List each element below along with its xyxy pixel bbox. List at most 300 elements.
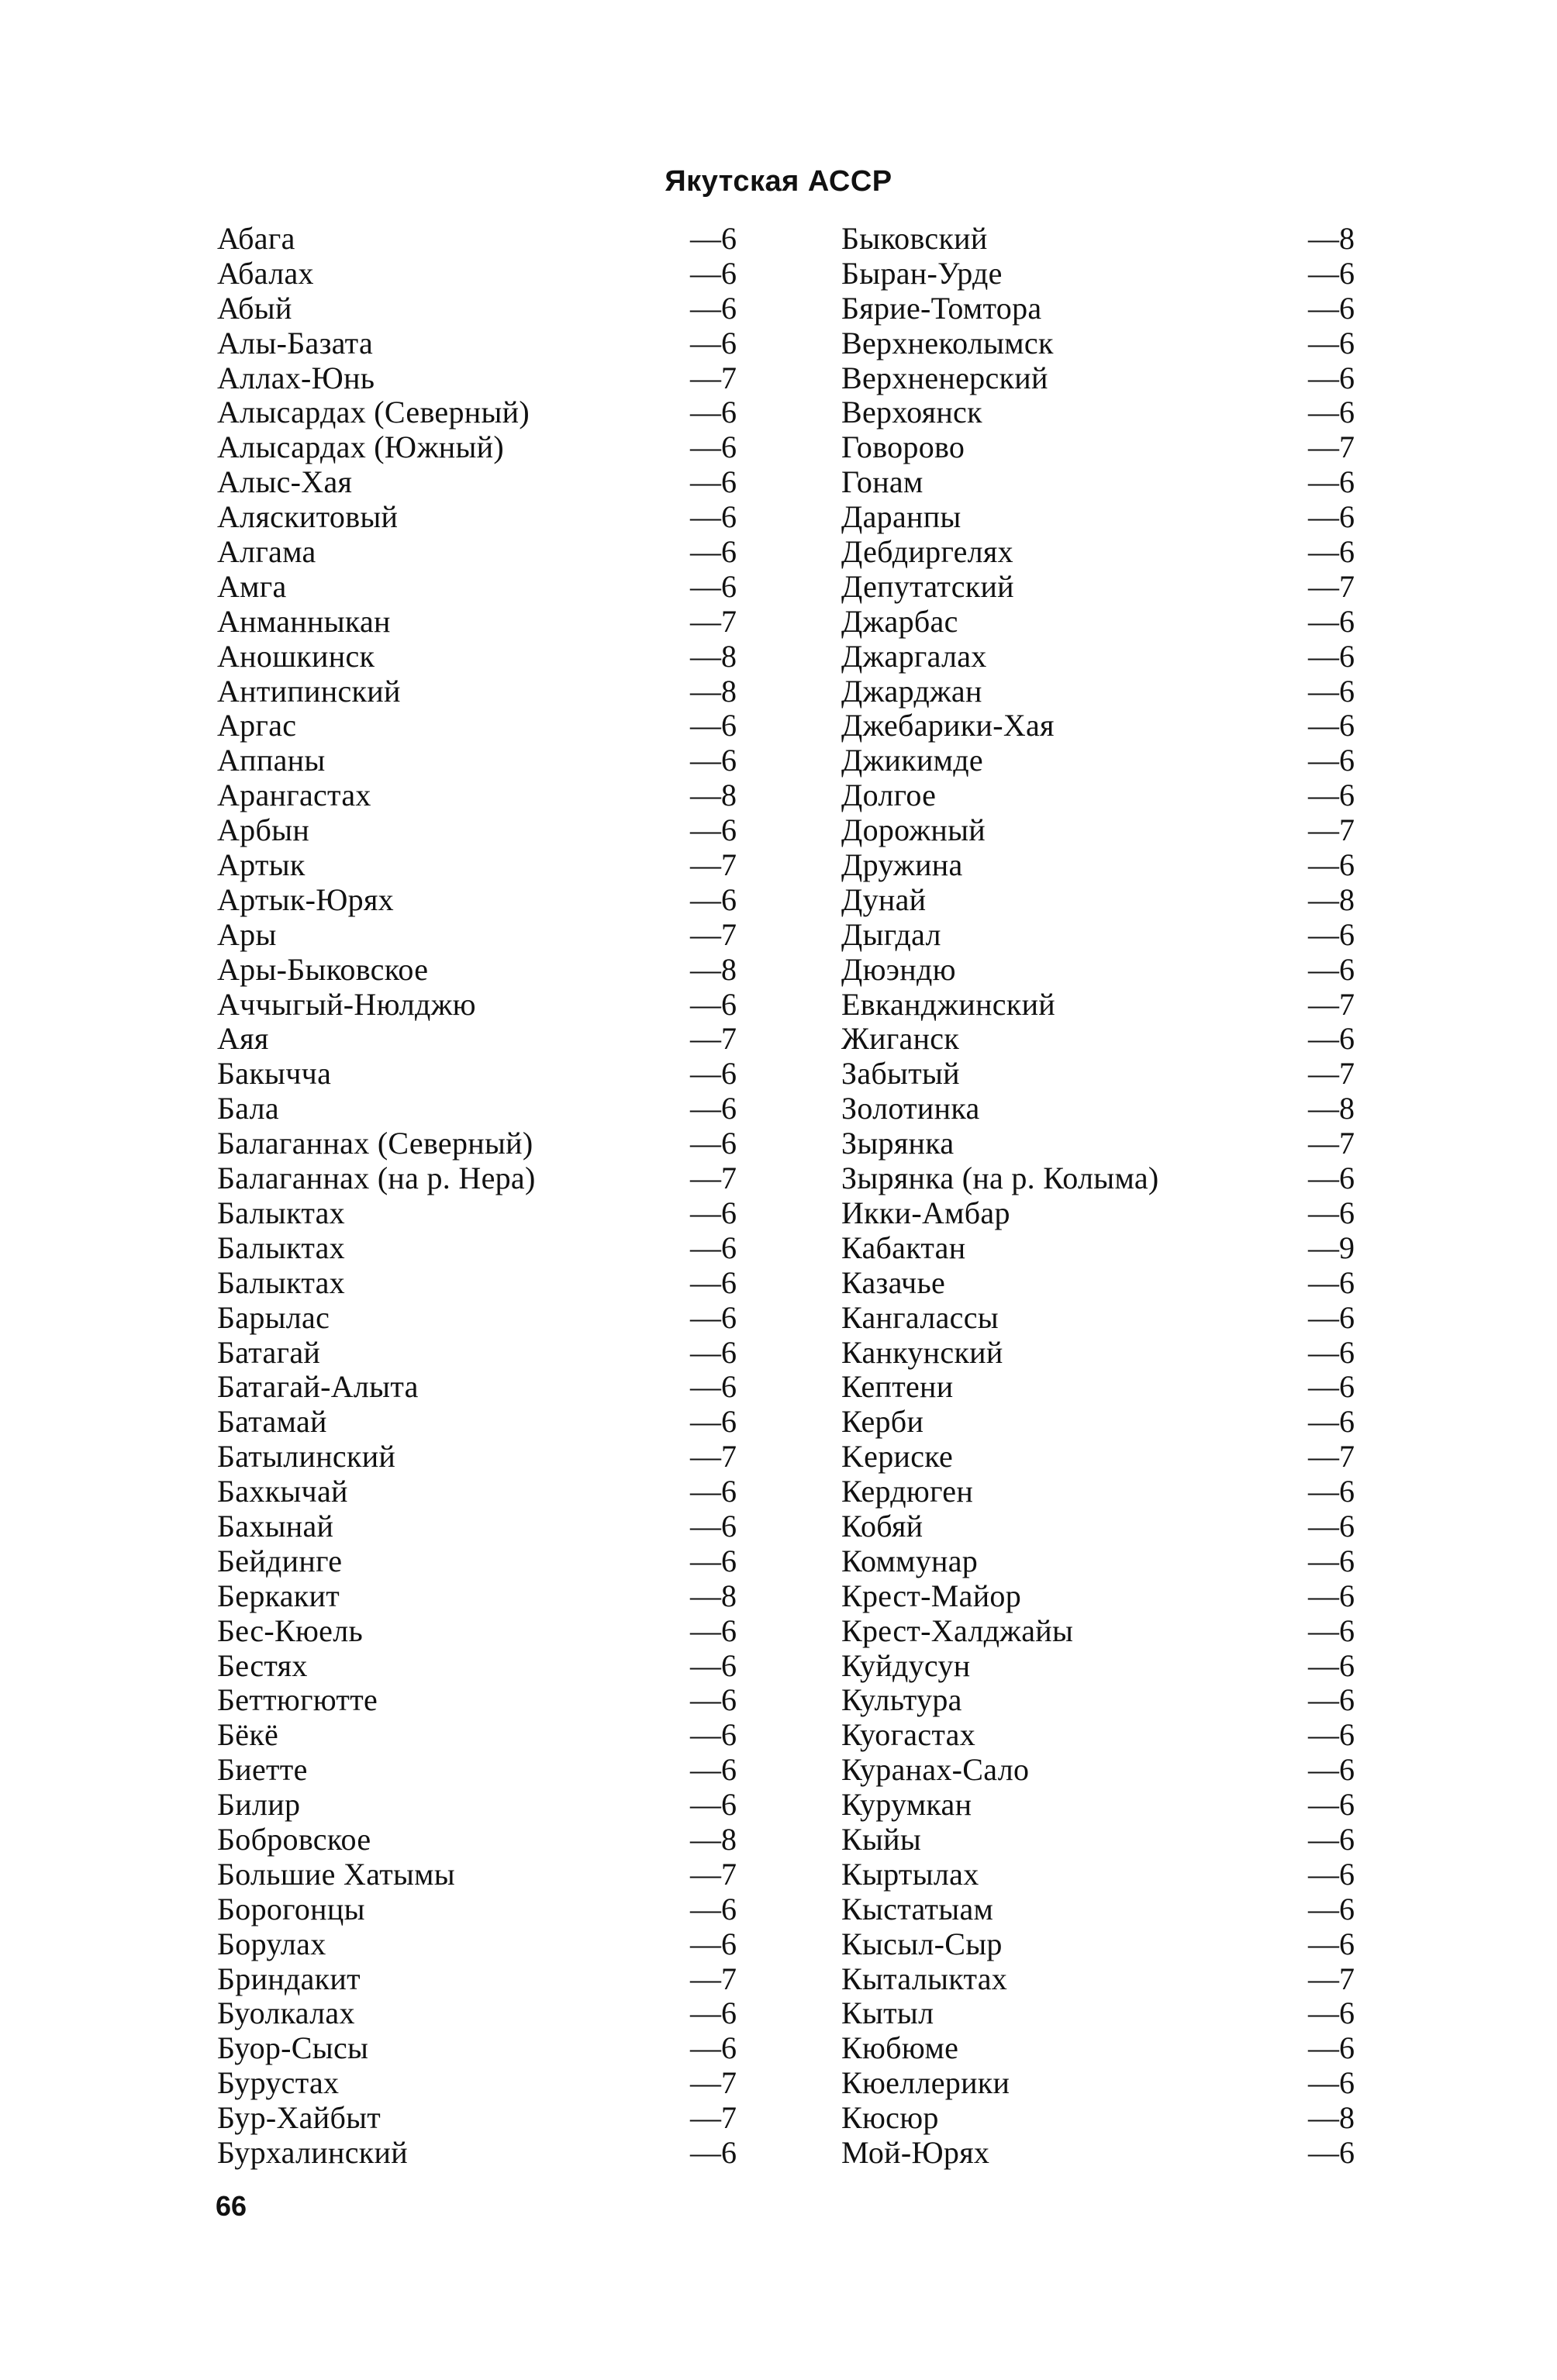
time-zone-value: —7 <box>690 360 737 395</box>
place-name: Бейдинге <box>217 1543 343 1578</box>
list-item <box>841 1196 1362 1231</box>
place-name: Коммунар <box>841 1543 979 1578</box>
page-number: 66 <box>216 2190 247 2222</box>
place-name: Кытыл <box>841 1995 934 2031</box>
place-name: Верхоянск <box>841 395 982 430</box>
list-item <box>217 326 744 361</box>
list-item <box>217 430 744 465</box>
list-item <box>841 709 1362 743</box>
list-item <box>841 1336 1362 1371</box>
time-zone-value: —6 <box>1308 1161 1355 1196</box>
time-zone-value: —6 <box>1308 290 1355 326</box>
place-name: Даранпы <box>841 499 961 535</box>
place-name: Алгама <box>217 534 316 570</box>
list-item <box>841 1126 1362 1161</box>
place-name: Батагай <box>217 1334 321 1370</box>
left-column-list <box>217 222 744 2171</box>
place-name: Депутатский <box>841 568 1014 604</box>
list-item <box>217 1649 744 1684</box>
list-item <box>217 1857 744 1892</box>
list-item <box>841 1962 1362 1997</box>
list-item <box>217 1057 744 1092</box>
list-item <box>841 1057 1362 1092</box>
time-zone-value: —8 <box>1308 881 1355 917</box>
time-zone-value: —6 <box>690 1613 737 1648</box>
time-zone-value: —6 <box>690 1404 737 1440</box>
place-name: Дюэндю <box>841 951 956 987</box>
list-item <box>841 813 1362 848</box>
list-item <box>217 709 744 743</box>
list-item <box>217 257 744 291</box>
list-item <box>841 1649 1362 1684</box>
list-item <box>217 988 744 1023</box>
list-item <box>217 1683 744 1718</box>
time-zone-value: —6 <box>1308 499 1355 535</box>
place-name: Ары <box>217 916 277 952</box>
place-name: Бриндакит <box>217 1961 361 1996</box>
place-name: Аччыгый-Нюлджю <box>217 986 476 1022</box>
time-zone-value: —6 <box>690 708 737 743</box>
time-zone-value: —6 <box>690 1230 737 1265</box>
place-name: Кыстатыам <box>841 1891 994 1926</box>
time-zone-value: —6 <box>690 1891 737 1926</box>
time-zone-value: —6 <box>690 1474 737 1509</box>
place-name: Кюбюме <box>841 2030 959 2066</box>
place-name: Буолкалах <box>217 1995 355 2031</box>
time-zone-value: —6 <box>1308 1299 1355 1335</box>
list-item <box>841 988 1362 1023</box>
list-item <box>217 2066 744 2101</box>
place-name: Антипинский <box>217 673 401 709</box>
time-zone-value: —6 <box>1308 1369 1355 1405</box>
time-zone-value: —6 <box>1308 1926 1355 1961</box>
list-item <box>217 953 744 988</box>
place-name: Джарджан <box>841 673 982 709</box>
list-item <box>217 500 744 535</box>
place-name: Кысыл-Сыр <box>841 1926 1003 1961</box>
list-item <box>841 2066 1362 2101</box>
place-name: Забытый <box>841 1056 960 1092</box>
place-name: Аношкинск <box>217 638 375 674</box>
list-item <box>217 1196 744 1231</box>
place-name: Куранах-Сало <box>841 1752 1030 1788</box>
time-zone-value: —6 <box>690 2030 737 2066</box>
place-name: Кюсюр <box>841 2100 939 2136</box>
time-zone-value: —6 <box>690 255 737 291</box>
place-name: Куогастах <box>841 1717 976 1753</box>
list-item <box>217 883 744 918</box>
time-zone-value: —6 <box>1308 464 1355 500</box>
list-item <box>217 1718 744 1753</box>
time-zone-value: —6 <box>1308 1578 1355 1613</box>
place-name: Зырянка <box>841 1126 955 1161</box>
list-item <box>217 2101 744 2136</box>
list-item <box>841 1857 1362 1892</box>
time-zone-value: —8 <box>690 951 737 987</box>
list-item <box>217 1962 744 1997</box>
place-name: Беркакит <box>217 1578 340 1613</box>
list-item <box>841 1544 1362 1579</box>
place-name: Барылас <box>217 1299 330 1335</box>
time-zone-value: —6 <box>690 221 737 256</box>
time-zone-value: —6 <box>1308 603 1355 639</box>
time-zone-value: —7 <box>1308 568 1355 604</box>
place-name: Долгое <box>841 778 937 813</box>
time-zone-value: —6 <box>690 1091 737 1126</box>
place-name: Беттюгютте <box>217 1682 378 1718</box>
place-name: Мой-Юрях <box>841 2134 990 2170</box>
page-title: Якутская АССР <box>665 165 892 198</box>
list-item <box>841 1161 1362 1196</box>
place-name: Кыталыктах <box>841 1961 1008 1996</box>
list-item <box>217 1823 744 1857</box>
place-name: Кангалассы <box>841 1299 999 1335</box>
list-item <box>841 1405 1362 1440</box>
place-name: Бахкычай <box>217 1474 348 1509</box>
list-item <box>841 1892 1362 1927</box>
list-item <box>841 1231 1362 1266</box>
list-item <box>841 743 1362 778</box>
time-zone-value: —7 <box>690 1439 737 1475</box>
list-item <box>217 1544 744 1579</box>
time-zone-value: —6 <box>690 1334 737 1370</box>
place-name: Куйдусун <box>841 1647 971 1683</box>
place-name: Курумкан <box>841 1787 972 1823</box>
list-item <box>841 2101 1362 2136</box>
time-zone-value: —6 <box>1308 638 1355 674</box>
place-name: Балыктах <box>217 1264 345 1300</box>
time-zone-value: —6 <box>690 1508 737 1544</box>
place-name: Гонам <box>841 464 923 500</box>
list-item <box>217 1440 744 1475</box>
time-zone-value: —6 <box>1308 1264 1355 1300</box>
time-zone-value: —7 <box>690 2065 737 2101</box>
list-item <box>217 848 744 883</box>
list-item <box>841 953 1362 988</box>
list-item <box>841 1996 1362 2031</box>
place-name: Батагай-Алыта <box>217 1369 419 1405</box>
place-name: Ары-Быковское <box>217 951 429 987</box>
place-name: Борулах <box>217 1926 326 1961</box>
list-item <box>217 1405 744 1440</box>
place-name: Джаргалах <box>841 638 987 674</box>
time-zone-value: —6 <box>690 325 737 360</box>
list-item <box>841 1579 1362 1614</box>
place-name: Борогонцы <box>217 1891 365 1926</box>
time-zone-value: —6 <box>1308 1613 1355 1648</box>
time-zone-value: —7 <box>1308 986 1355 1022</box>
place-name: Аляскитовый <box>217 499 399 535</box>
place-name: Джарбас <box>841 603 958 639</box>
time-zone-value: —6 <box>690 395 737 430</box>
time-zone-value: —6 <box>690 534 737 570</box>
time-zone-value: —6 <box>1308 2065 1355 2101</box>
list-item <box>841 1927 1362 1962</box>
time-zone-value: —6 <box>1308 951 1355 987</box>
place-name: Джикимде <box>841 743 983 778</box>
time-zone-value: —6 <box>1308 1682 1355 1718</box>
place-name: Большие Хатымы <box>217 1856 455 1892</box>
time-zone-value: —9 <box>1308 1230 1355 1265</box>
place-name: Икки-Амбар <box>841 1195 1010 1230</box>
place-name: Бес-Кюель <box>217 1613 364 1648</box>
time-zone-value: —6 <box>1308 1856 1355 1892</box>
list-item <box>841 2136 1362 2171</box>
list-item <box>841 1823 1362 1857</box>
list-item <box>217 1892 744 1927</box>
place-name: Бур-Хайбыт <box>217 2100 381 2136</box>
time-zone-value: —6 <box>1308 1787 1355 1823</box>
list-item <box>841 1440 1362 1475</box>
time-zone-value: —6 <box>690 429 737 465</box>
place-name: Буор-Сысы <box>217 2030 369 2066</box>
time-zone-value: —7 <box>690 847 737 883</box>
list-item <box>217 1788 744 1823</box>
time-zone-value: —7 <box>690 1856 737 1892</box>
place-name: Джебарики-Хая <box>841 708 1055 743</box>
list-item <box>841 222 1362 257</box>
list-item <box>217 605 744 640</box>
list-item <box>841 570 1362 605</box>
time-zone-value: —6 <box>690 1995 737 2031</box>
place-name: Золотинка <box>841 1091 980 1126</box>
time-zone-value: —6 <box>690 1264 737 1300</box>
time-zone-value: —6 <box>690 568 737 604</box>
list-item <box>217 465 744 500</box>
list-item <box>217 1370 744 1405</box>
list-item <box>217 1022 744 1057</box>
list-item <box>841 1683 1362 1718</box>
time-zone-value: —6 <box>690 464 737 500</box>
time-zone-value: —6 <box>690 1682 737 1718</box>
time-zone-value: —6 <box>1308 534 1355 570</box>
time-zone-value: —6 <box>690 1195 737 1230</box>
place-name: Абага <box>217 221 295 256</box>
list-item <box>841 848 1362 883</box>
place-name: Кюеллерики <box>841 2065 1010 2101</box>
time-zone-value: —6 <box>690 1717 737 1753</box>
place-name: Культура <box>841 1682 962 1718</box>
time-zone-value: —6 <box>1308 1474 1355 1509</box>
place-name: Бурустах <box>217 2065 340 2101</box>
place-name: Батамай <box>217 1404 327 1440</box>
place-name: Аргас <box>217 708 297 743</box>
time-zone-value: —7 <box>1308 812 1355 848</box>
time-zone-value: —7 <box>1308 1961 1355 1996</box>
list-item <box>217 1266 744 1301</box>
time-zone-value: —6 <box>1308 847 1355 883</box>
list-item <box>217 918 744 953</box>
list-item <box>841 918 1362 953</box>
place-name: Зырянка (на р. Колыма) <box>841 1161 1159 1196</box>
list-item <box>217 2136 744 2171</box>
place-name: Аппаны <box>217 743 326 778</box>
list-item <box>841 465 1362 500</box>
place-name: Бакычча <box>217 1056 332 1092</box>
list-item <box>217 1301 744 1336</box>
place-name: Казачье <box>841 1264 946 1300</box>
time-zone-value: —6 <box>690 881 737 917</box>
list-item <box>217 1753 744 1788</box>
time-zone-value: —6 <box>690 499 737 535</box>
place-name: Абалах <box>217 255 314 291</box>
list-item <box>217 395 744 430</box>
time-zone-value: —6 <box>690 2134 737 2170</box>
time-zone-value: —6 <box>1308 1717 1355 1753</box>
time-zone-value: —6 <box>690 1299 737 1335</box>
time-zone-value: —8 <box>690 673 737 709</box>
time-zone-value: —8 <box>1308 2100 1355 2136</box>
list-item <box>217 2031 744 2066</box>
place-name: Артык <box>217 847 306 883</box>
place-name: Алысардах (Южный) <box>217 429 504 465</box>
list-item <box>217 1126 744 1161</box>
time-zone-value: —6 <box>1308 916 1355 952</box>
place-name: Keриске <box>841 1439 954 1475</box>
time-zone-value: —6 <box>690 1647 737 1683</box>
time-zone-value: —6 <box>1308 1404 1355 1440</box>
place-name: Кыртылах <box>841 1856 979 1892</box>
list-item <box>217 1475 744 1509</box>
place-name: Верхненерский <box>841 360 1048 395</box>
time-zone-value: —6 <box>690 290 737 326</box>
time-zone-value: —6 <box>1308 1891 1355 1926</box>
time-zone-value: —6 <box>1308 1821 1355 1857</box>
list-item <box>841 500 1362 535</box>
time-zone-value: —7 <box>690 916 737 952</box>
time-zone-value: —6 <box>690 812 737 848</box>
place-name: Дунай <box>841 881 927 917</box>
list-item <box>217 778 744 813</box>
list-item <box>217 674 744 709</box>
list-item <box>841 1370 1362 1405</box>
time-zone-value: —7 <box>1308 429 1355 465</box>
time-zone-value: —7 <box>690 603 737 639</box>
time-zone-value: —6 <box>1308 673 1355 709</box>
time-zone-value: —6 <box>1308 2030 1355 2066</box>
list-item <box>217 640 744 674</box>
list-item <box>841 291 1362 326</box>
place-name: Канкунский <box>841 1334 1003 1370</box>
list-item <box>217 1092 744 1126</box>
time-zone-value: —7 <box>1308 1056 1355 1092</box>
time-zone-value: —6 <box>1308 1543 1355 1578</box>
list-item <box>841 640 1362 674</box>
time-zone-value: —8 <box>690 778 737 813</box>
place-name: Бобровское <box>217 1821 371 1857</box>
place-name: Анманныкан <box>217 603 391 639</box>
list-item <box>217 1231 744 1266</box>
list-item <box>217 1509 744 1544</box>
time-zone-value: —7 <box>690 1021 737 1057</box>
list-item <box>841 430 1362 465</box>
place-name: Бахынай <box>217 1508 334 1544</box>
place-name: Говорово <box>841 429 965 465</box>
place-name: Быковский <box>841 221 988 256</box>
place-name: Бурхалинский <box>217 2134 408 2170</box>
time-zone-value: —6 <box>1308 708 1355 743</box>
place-name: Дружина <box>841 847 963 883</box>
place-name: Абый <box>217 290 292 326</box>
time-zone-value: —6 <box>1308 743 1355 778</box>
place-name: Алы-Базата <box>217 325 374 360</box>
place-name: Балыктах <box>217 1230 345 1265</box>
list-item <box>841 326 1362 361</box>
time-zone-value: —6 <box>690 1926 737 1961</box>
time-zone-value: —6 <box>690 1056 737 1092</box>
time-zone-value: —8 <box>1308 1091 1355 1126</box>
place-name: Дыгдал <box>841 916 941 952</box>
time-zone-value: —8 <box>690 1821 737 1857</box>
list-item <box>841 1718 1362 1753</box>
time-zone-value: —6 <box>1308 325 1355 360</box>
list-item <box>217 361 744 396</box>
list-item <box>217 813 744 848</box>
place-name: Жиганск <box>841 1021 960 1057</box>
list-item <box>841 1092 1362 1126</box>
list-item <box>841 1475 1362 1509</box>
place-name: Бярие-Томтора <box>841 290 1042 326</box>
list-item <box>217 291 744 326</box>
place-name: Быран-Урде <box>841 255 1003 291</box>
list-item <box>217 1614 744 1649</box>
list-item <box>841 2031 1362 2066</box>
place-name: Дорожный <box>841 812 986 848</box>
place-name: Алысардах (Северный) <box>217 395 530 430</box>
time-zone-value: —7 <box>690 1161 737 1196</box>
time-zone-value: —6 <box>690 1752 737 1788</box>
list-item <box>841 535 1362 570</box>
list-item <box>217 1161 744 1196</box>
place-name: Кептени <box>841 1369 954 1405</box>
place-name: Арбын <box>217 812 310 848</box>
place-name: Верхнеколымск <box>841 325 1054 360</box>
time-zone-value: —6 <box>1308 2134 1355 2170</box>
list-item <box>217 1336 744 1371</box>
list-item <box>217 1927 744 1962</box>
time-zone-value: —8 <box>1308 221 1355 256</box>
list-item <box>217 743 744 778</box>
place-name: Евканджинский <box>841 986 1056 1022</box>
time-zone-value: —6 <box>1308 778 1355 813</box>
list-item <box>841 674 1362 709</box>
list-item <box>217 222 744 257</box>
place-name: Кердюген <box>841 1474 974 1509</box>
time-zone-value: —6 <box>1308 1195 1355 1230</box>
place-name: Дебдиргелях <box>841 534 1013 570</box>
place-name: Балаганнах (на р. Нера) <box>217 1161 536 1196</box>
list-item <box>841 361 1362 396</box>
place-name: Артык-Юрях <box>217 881 394 917</box>
time-zone-value: —6 <box>1308 1752 1355 1788</box>
time-zone-value: —7 <box>690 1961 737 1996</box>
time-zone-value: —8 <box>690 1578 737 1613</box>
list-item <box>217 535 744 570</box>
time-zone-value: —6 <box>1308 395 1355 430</box>
place-name: Крест-Майор <box>841 1578 1022 1613</box>
time-zone-value: —6 <box>690 986 737 1022</box>
list-item <box>217 570 744 605</box>
place-name: Аллах-Юнь <box>217 360 375 395</box>
place-name: Бестях <box>217 1647 308 1683</box>
place-name: Алыс-Хая <box>217 464 353 500</box>
list-item <box>217 1579 744 1614</box>
list-item <box>841 1266 1362 1301</box>
place-name: Кыйы <box>841 1821 922 1857</box>
time-zone-value: —6 <box>1308 1647 1355 1683</box>
list-item <box>841 1753 1362 1788</box>
place-name: Билир <box>217 1787 301 1823</box>
